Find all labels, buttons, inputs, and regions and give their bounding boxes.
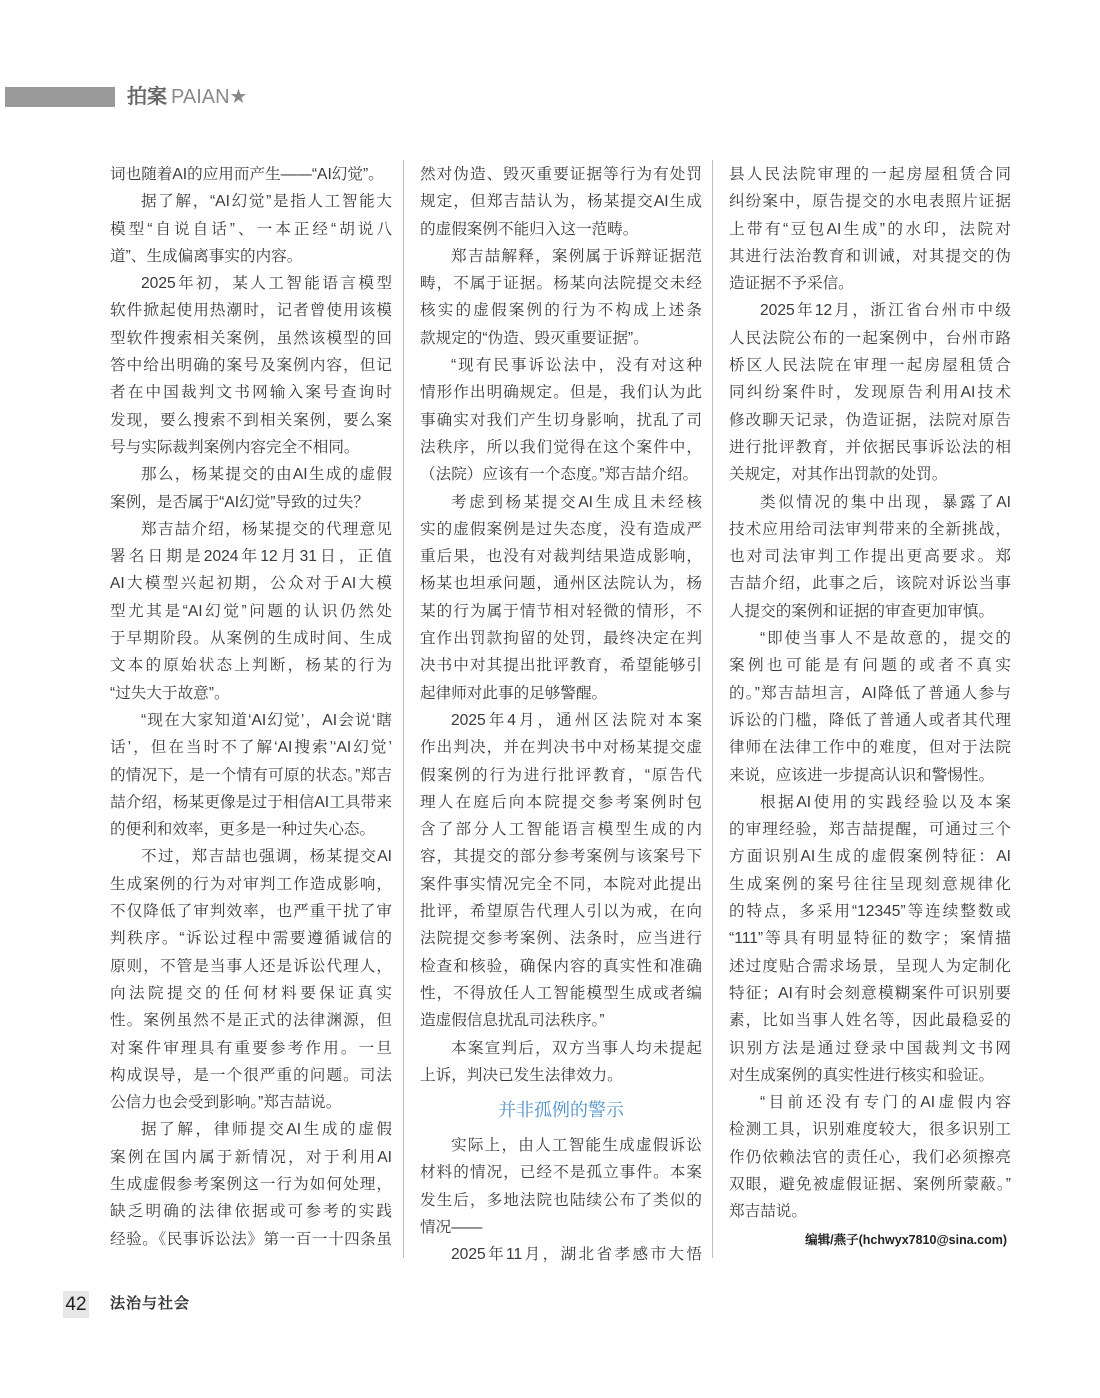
paragraph [729, 489, 1011, 625]
text-line: 案例在国内属于新情况，对于利用AI [110, 1148, 392, 1166]
text-line: 县人民法院审理的一起房屋租赁合同 [729, 166, 1011, 183]
paragraph [729, 789, 1011, 1089]
text-line: “现有民事诉讼法中，没有对这种 [451, 357, 702, 375]
text-line: 号与实际裁判案例内容完全不相同。 [110, 438, 360, 456]
text-line: 含了部分人工智能语言模型生成的内 [420, 821, 702, 839]
text-line: 的。”郑吉喆坦言，AI降低了普通人参与 [729, 684, 1011, 702]
text-line: 上带有“豆包AI生成”的水印，法院对 [729, 220, 1011, 238]
text-line: 词也随着AI的应用而产生——“AI幻觉”。 [110, 166, 384, 183]
text-line: AI大模型兴起初期，公众对于AI大模 [110, 575, 392, 593]
text-line: 的特点，多采用“12345”等连续整数或 [729, 903, 1011, 921]
text-line: 型软件搜索相关案例，虽然该模型的回 [110, 329, 392, 347]
text-line: 发生后，多地法院也陆续公布了类似的 [420, 1191, 702, 1209]
text-line: 识别方法是通过登录中国裁判文书网 [729, 1039, 1011, 1057]
text-line: 向法院提交的任何材料要保证真实 [110, 984, 392, 1002]
text-line: 上诉，判决已发生法律效力。 [420, 1066, 623, 1084]
paragraph [110, 516, 392, 707]
text-line: 桥区人民法院在审理一起房屋租赁合 [729, 357, 1011, 375]
paragraph [420, 161, 702, 243]
text-line: 生成案例的行为对审判工作造成影响， [110, 875, 392, 893]
text-line: 起律师对此事的足够警醒。 [420, 684, 608, 702]
text-line: 杨某也坦承问题，通州区法院认为，杨 [420, 575, 702, 593]
section-title [127, 84, 247, 110]
paragraph [110, 270, 392, 461]
text-line: 模型“自说自话”、一本正经“胡说八 [110, 220, 392, 238]
text-line: 吉喆介绍，此事之后，该院对诉讼当事 [729, 575, 1011, 593]
text-line: 技术应用给司法审判带来的全新挑战， [729, 520, 1011, 538]
text-line: 批评，希望原告代理人引以为戒，在向 [420, 903, 702, 921]
text-line: 话’，但在当时不了解‘AI搜索’‘AI幻觉’ [110, 739, 392, 757]
paragraph [729, 1089, 1011, 1225]
text-line: 的情况下，是一个情有可原的状态。”郑吉 [110, 766, 392, 784]
text-line: “目前还没有专门的AI虚假内容 [760, 1094, 1011, 1112]
text-line: 缺乏明确的法律依据或可参考的实践 [110, 1203, 392, 1221]
text-line: “111”等具有明显特征的数字；案情描 [729, 930, 1011, 948]
text-line: 考虑到杨某提交AI生成且未经核 [451, 493, 702, 511]
text-line: 重后果，也没有对裁判结果造成影响， [420, 548, 702, 566]
text-line: 实的虚假案例是过失态度，没有造成严 [420, 520, 702, 538]
text-line: 据了解，律师提交AI生成的虚假 [141, 1121, 392, 1139]
text-line: 修改聊天记录，伪造证据，法院对原告 [729, 411, 1011, 429]
section-title-en: PAIAN★ [171, 86, 248, 108]
text-line: 道”、生成偏离事实的内容。 [110, 247, 303, 265]
text-line: 实际上，由人工智能生成虚假诉讼 [451, 1137, 702, 1155]
paragraph [729, 161, 1011, 297]
paragraph [420, 1132, 702, 1241]
text-line: 检查和核验，确保内容的真实性和准确 [420, 957, 702, 975]
text-line: 某的行为属于情节相对轻微的情形，不 [420, 602, 702, 620]
text-line: 性，不得放任人工智能模型生成或者编 [420, 984, 702, 1002]
text-line: 决书中对其提出批评教育，希望能够引 [420, 657, 702, 675]
text-line: 型尤其是“AI幻觉”问题的认识仍然处 [110, 602, 392, 620]
article-column-1 [110, 161, 392, 1253]
text-line: 文本的原始状态上判断，杨某的行为 [110, 657, 392, 675]
paragraph [110, 843, 392, 1116]
text-line: 对生成案例的真实性进行核实和验证。 [729, 1066, 995, 1084]
paragraph [420, 352, 702, 488]
paragraph [729, 297, 1011, 488]
text-line: 核实的虚假案例的行为不构成上述条 [420, 302, 702, 320]
text-line: 人民法院公布的一起案例中，台州市路 [729, 329, 1011, 347]
text-line: “现在大家知道‘AI幻觉’，AI会说‘瞎 [141, 711, 392, 729]
text-line: 不过，郑吉喆也强调，杨某提交AI [141, 848, 392, 866]
text-line: 郑吉喆说。 [729, 1203, 807, 1221]
text-line: 来说，应该进一步提高认识和警惕性。 [729, 766, 995, 784]
text-line: 理人在庭后向本院提交参考案例时包 [420, 793, 702, 811]
section-title-zh: 拍案 [127, 86, 167, 108]
page-number: 42 [63, 1291, 89, 1318]
text-line: 类似情况的集中出现，暴露了AI [760, 493, 1011, 511]
text-line: 造证据不予采信。 [729, 275, 854, 293]
text-line: 事确实对我们产生切身影响，扰乱了司 [420, 411, 702, 429]
text-line: 2025年11月，湖北省孝感市大悟 [451, 1246, 702, 1264]
text-line: 然对伪造、毁灭重要证据等行为有处罚 [420, 166, 702, 183]
text-line: 根据AI使用的实践经验以及本案 [760, 793, 1011, 811]
text-line: 判秩序。“诉讼过程中需要遵循诚信的 [110, 930, 392, 948]
paragraph [110, 707, 392, 843]
text-line: 检测工具，识别难度较大，很多识别工 [729, 1121, 1011, 1139]
text-line: 对案件审理具有重要参考作用。一旦 [110, 1039, 392, 1057]
text-line: 案件事实情况完全不同，本院对此提出 [420, 875, 702, 893]
article-column-3 [729, 161, 1011, 1254]
paragraph [420, 243, 702, 352]
text-line: 者在中国裁判文书网输入案号查询时 [110, 384, 392, 402]
paragraph [420, 707, 702, 1035]
text-line: 本案宣判后，双方当事人均未提起 [451, 1039, 702, 1057]
text-line: 的虚假案例不能归入这一范畴。 [420, 220, 639, 238]
text-line: 特征；AI有时会刻意模糊案件可识别要 [729, 984, 1011, 1002]
paragraph [110, 1116, 392, 1252]
text-line: 2025年初，某人工智能语言模型 [141, 275, 392, 293]
text-line: 人提交的案例和证据的审查更加审慎。 [729, 602, 995, 620]
text-line: 规定，但郑吉喆认为，杨某提交AI生成 [420, 193, 702, 211]
header-bar [5, 87, 115, 107]
paragraph [110, 461, 392, 516]
text-line: 据了解，“AI幻觉”是指人工智能大 [141, 193, 392, 211]
text-line: 公信力也会受到影响。”郑吉喆说。 [110, 1094, 342, 1112]
text-line: 法院提交参考案例、法条时，应当进行 [420, 930, 702, 948]
text-line: “即使当事人不是故意的，提交的 [760, 630, 1011, 648]
article-column-2 [420, 161, 702, 1269]
text-line: 作出判决，并在判决书中对杨某提交虚 [420, 739, 702, 757]
text-line: 关规定，对其作出罚款的处罚。 [729, 466, 948, 484]
text-line: 原则，不管是当事人还是诉讼代理人， [110, 957, 392, 975]
text-line: 假案例的行为进行批评教育，“原告代 [420, 766, 702, 784]
text-line: 同纠纷案件时，发现原告利用AI技术 [729, 384, 1011, 402]
column-divider [403, 160, 404, 1258]
text-line: 2025年12月，浙江省台州市中级 [760, 302, 1011, 320]
text-line: 纠纷案中，原告提交的水电表照片证据 [729, 193, 1011, 211]
column-divider [712, 160, 713, 1258]
text-line: 郑吉喆介绍，杨某提交的代理意见 [141, 520, 392, 538]
text-line: 于早期阶段。从案例的生成时间、生成 [110, 630, 392, 648]
paragraph [729, 625, 1011, 789]
text-line: 方面识别AI生成的虚假案例特征：AI [729, 848, 1011, 866]
paragraph [420, 489, 702, 707]
text-line: 律师在法律工作中的难度，但对于法院 [729, 739, 1011, 757]
text-line: 案例也可能是有问题的或者不真实 [729, 657, 1011, 675]
text-line: 发现，要么搜索不到相关案例，要么案 [110, 411, 392, 429]
text-line: 2025年4月，通州区法院对本案 [451, 711, 702, 729]
paragraph [420, 1241, 702, 1268]
text-line: 作仍依赖法官的责任心，我们必须擦亮 [729, 1148, 1011, 1166]
text-line: 造虚假信息扰乱司法秩序。” [420, 1012, 605, 1030]
editor-credit: 编辑/燕子(hchwyx7810@sina.com) [805, 1232, 1007, 1247]
text-line: 宜作出罚款拘留的处罚，最终决定在判 [420, 630, 702, 648]
text-line: 其进行法治教育和训诫，对其提交的伪 [729, 247, 1011, 265]
text-line: 经验。《民事诉讼法》第一百一十四条虽 [110, 1230, 392, 1248]
text-line: 容，其提交的部分参考案例与该案号下 [420, 848, 702, 866]
text-line: 署名日期是2024年12月31日，正值 [110, 548, 392, 566]
text-line: 也对司法审判工作提出更高要求。郑 [729, 548, 1011, 566]
text-line: 情形作出明确规定。但是，我们认为此 [420, 384, 702, 402]
text-line: 构成误导，是一个很严重的问题。司法 [110, 1066, 392, 1084]
text-line: 双眼，避免被虚假证据、案例所蒙蔽。” [729, 1175, 1011, 1193]
text-line: 性。案例虽然不是正式的法律渊源，但 [110, 1012, 392, 1030]
text-line: 软件掀起使用热潮时，记者曾使用该模 [110, 302, 392, 320]
text-line: 案例，是否属于“AI幻觉”导致的过失？ [110, 493, 370, 511]
text-line: 那么，杨某提交的由AI生成的虚假 [141, 466, 392, 484]
text-line: 情况—— [420, 1218, 483, 1236]
section-heading: 并非孤例的警示 [498, 1100, 624, 1121]
text-line: 款规定的“伪造、毁灭重要证据”。 [420, 329, 649, 347]
text-line: 述过度贴合需求场景，呈现人为定制化 [729, 957, 1011, 975]
text-line: “过失大于故意”。 [110, 684, 230, 702]
text-line: 喆介绍，杨某更像是过于相信AI工具带来 [110, 793, 392, 811]
text-line: 生成案例的案号往往呈现刻意规律化 [729, 875, 1011, 893]
text-line: 的审理经验，郑吉喆提醒，可通过三个 [729, 821, 1011, 839]
text-line: 诉讼的门槛，降低了普通人或者其代理 [729, 711, 1011, 729]
text-line: 素，比如当事人姓名等，因此最稳妥的 [729, 1012, 1011, 1030]
text-line: 畴，不属于证据。杨某向法院提交未经 [420, 275, 702, 293]
magazine-name: 法治与社会 [110, 1295, 191, 1312]
text-line: 不仅降低了审判效率，也严重干扰了审 [110, 903, 392, 921]
paragraph [110, 161, 392, 188]
text-line: 进行批评教育，并依据民事诉讼法的相 [729, 438, 1011, 456]
text-line: 的便利和效率，更多是一种过失心态。 [110, 821, 376, 839]
text-line: 郑吉喆解释，案例属于诉辩证据范 [451, 247, 702, 265]
text-line: （法院）应该有一个态度。”郑吉喆介绍。 [420, 466, 699, 484]
paragraph [110, 188, 392, 270]
text-line: 生成虚假参考案例这一行为如何处理， [110, 1175, 392, 1193]
text-line: 材料的情况，已经不是孤立事件。本案 [420, 1164, 702, 1182]
paragraph [420, 1035, 702, 1090]
text-line: 法秩序，所以我们觉得在这个案件中， [420, 438, 702, 456]
text-line: 答中给出明确的案号及案例内容，但记 [110, 357, 392, 375]
